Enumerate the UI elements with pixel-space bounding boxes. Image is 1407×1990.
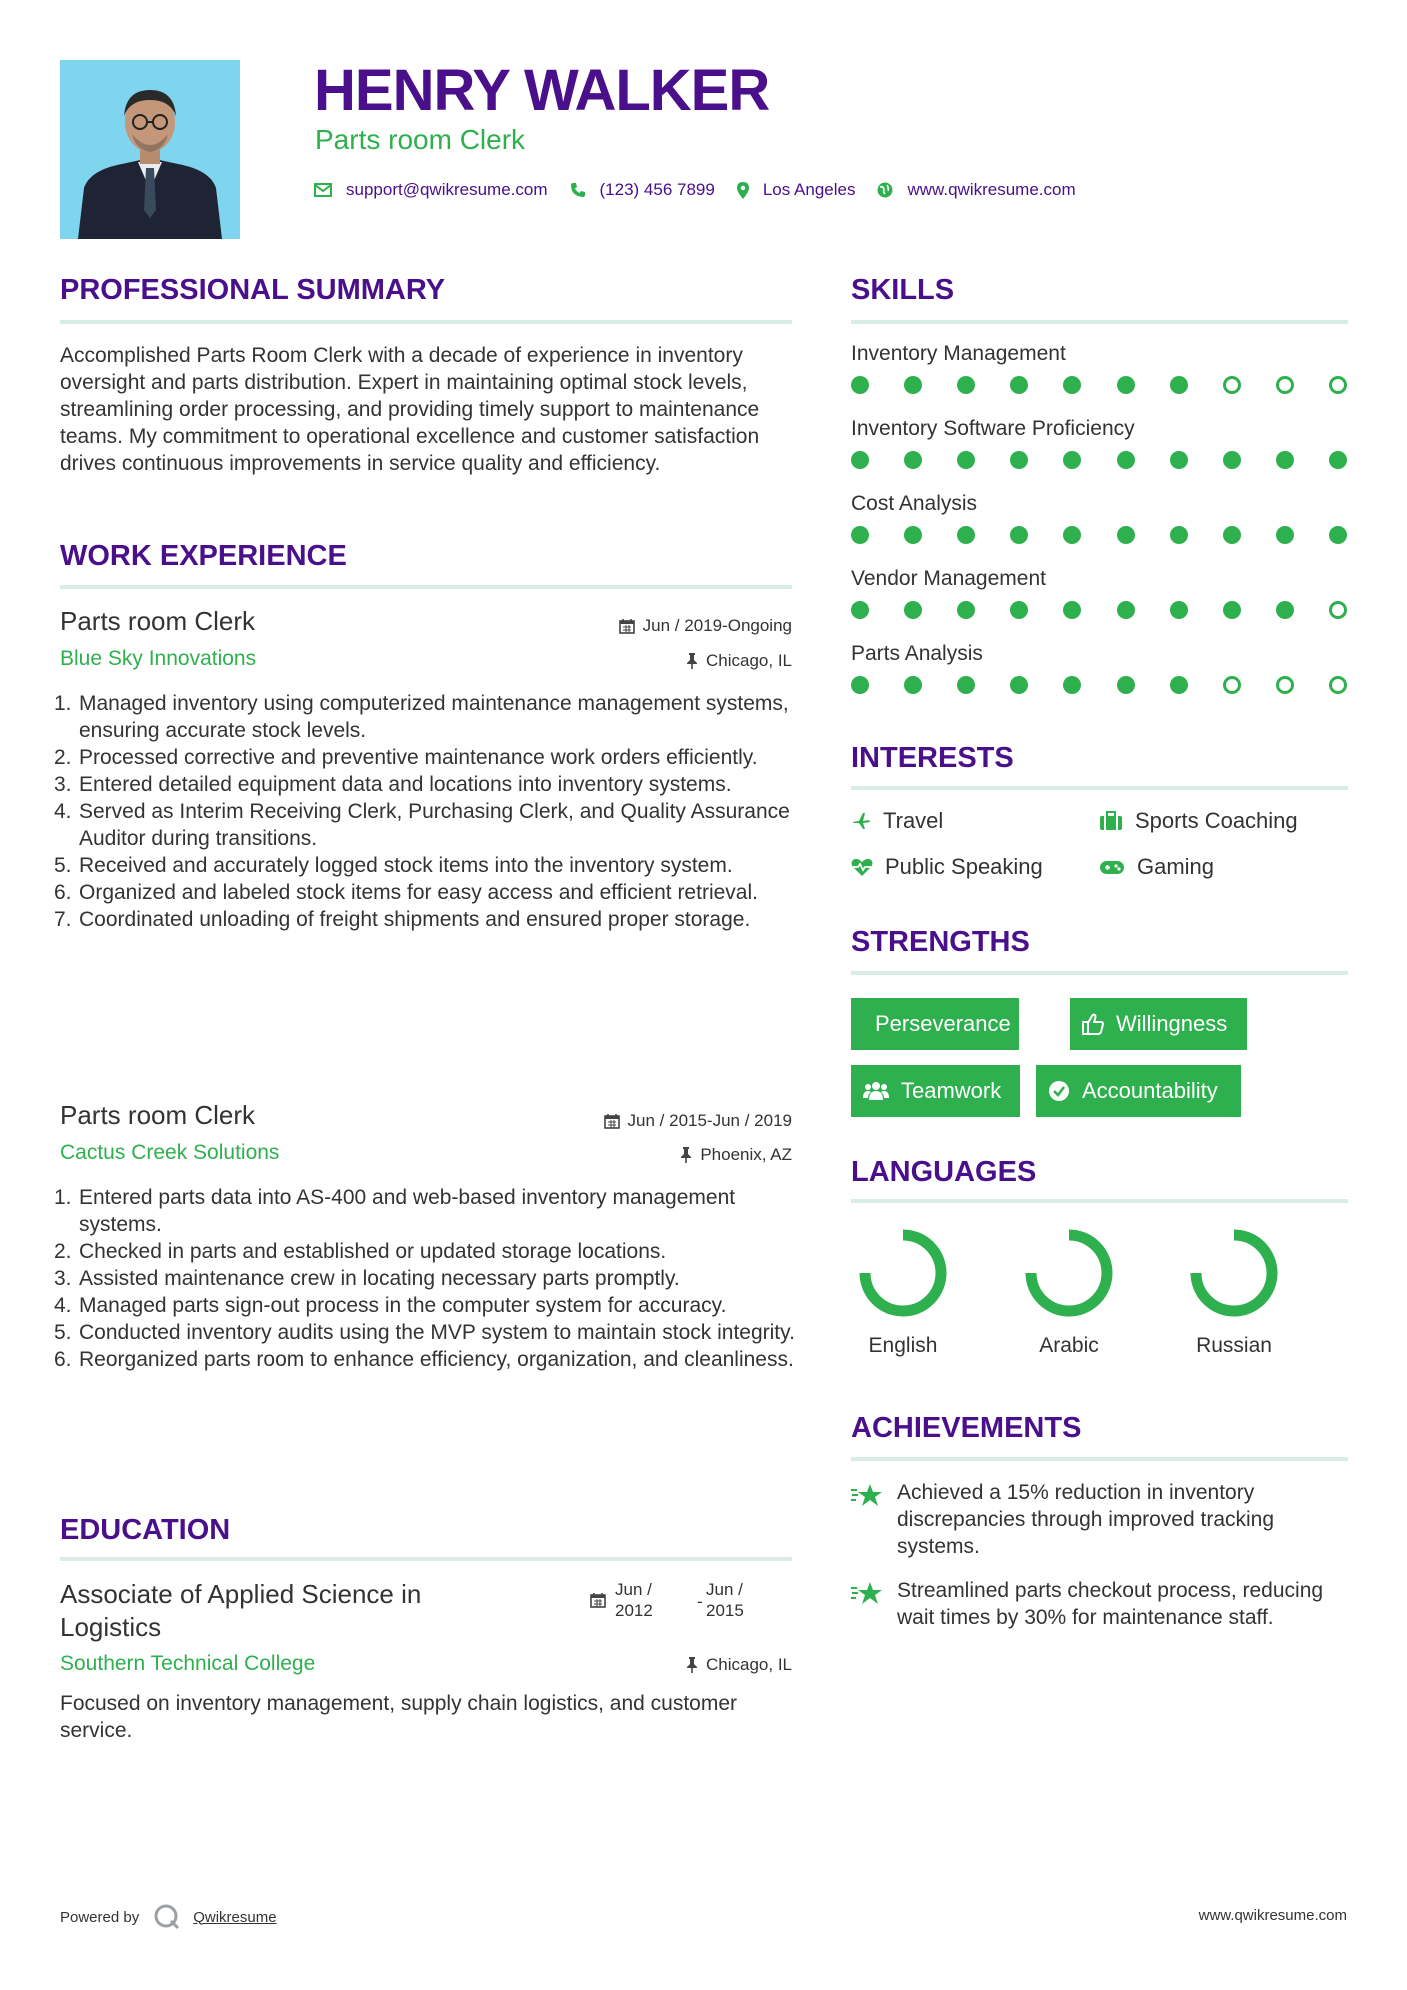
rating-dot-filled <box>1117 526 1135 544</box>
job-bullets <box>54 690 795 933</box>
candidate-title: Parts room Clerk <box>315 124 526 155</box>
list-item: 6. Organized and labeled stock items for easy access and efficient retrieval. <box>54 881 758 904</box>
list-item: 3. Entered detailed equipment data and locations into inventory systems. <box>54 773 732 796</box>
rating-dot-filled <box>904 526 922 544</box>
rating-dot-empty <box>1223 676 1241 694</box>
list-item: 3. Assisted maintenance crew in locating necessary parts promptly. <box>54 1267 680 1290</box>
rating-dot-filled <box>1117 601 1135 619</box>
skill-name: Inventory Management <box>851 342 1066 365</box>
calendar-icon <box>619 618 635 634</box>
degree-title <box>60 1578 421 1644</box>
strengths-heading: STRENGTHS <box>851 926 1030 958</box>
rating-dot-empty <box>1276 376 1294 394</box>
list-item: 1. Managed inventory using computerized maintenance management systems, ensuring accurate stock levels. <box>54 692 789 742</box>
achievements-divider <box>851 1457 1348 1461</box>
rating-dot-filled <box>851 376 869 394</box>
plane-icon <box>851 811 871 831</box>
language-progress-arc <box>865 1235 941 1311</box>
job-bullets <box>54 1184 795 1373</box>
rating-dot-filled <box>851 601 869 619</box>
education-location-text: Chicago, IL <box>706 1655 792 1674</box>
users-icon <box>863 1081 889 1101</box>
rating-dot-filled <box>904 676 922 694</box>
rating-dot-empty <box>1329 676 1347 694</box>
skill-rating <box>851 676 1347 694</box>
skill-row <box>851 642 1351 717</box>
language-name: Russian <box>1196 1334 1272 1357</box>
footer-url[interactable]: www.qwikresume.com <box>1198 1907 1347 1924</box>
job-title: Parts room Clerk <box>60 606 256 636</box>
rating-dot-filled <box>1063 601 1081 619</box>
degree-line: Associate of Applied Science in <box>60 1579 422 1609</box>
list-item: 4. Served as Interim Receiving Clerk, Purchasing Clerk, and Quality Assurance Auditor during transitions. <box>54 800 790 850</box>
list-item: 4. Managed parts sign-out process in the computer system for accuracy. <box>54 1294 727 1317</box>
job-date <box>619 616 792 636</box>
rating-dot-filled <box>1276 601 1294 619</box>
language-ring <box>1182 1225 1312 1325</box>
footer-powered-by <box>60 1903 277 1931</box>
job-date-text: Jun / 2015-Jun / 2019 <box>627 1111 792 1130</box>
language-item <box>1017 1225 1147 1358</box>
heartbeat-icon <box>851 857 873 877</box>
list-item: 2. Checked in parts and established or updated storage locations. <box>54 1240 667 1263</box>
interest-item: Gaming <box>1099 854 1214 880</box>
list-item: 6. Reorganized parts room to enhance efficiency, organization, and cleanliness. <box>54 1348 794 1371</box>
briefcase-icon <box>1099 811 1123 831</box>
skill-row <box>851 342 1351 417</box>
interest-item: Sports Coaching <box>1099 808 1298 834</box>
list-item: 5. Conducted inventory audits using the MVP system to maintain stock integrity. <box>54 1321 795 1344</box>
skill-rating <box>851 451 1347 469</box>
rating-dot-filled <box>1063 676 1081 694</box>
rating-dot-filled <box>1170 601 1188 619</box>
rating-dot-filled <box>957 601 975 619</box>
rating-dot-filled <box>1063 451 1081 469</box>
summary-divider <box>60 320 792 324</box>
skill-rating <box>851 526 1347 544</box>
rating-dot-filled <box>1010 676 1028 694</box>
rating-dot-filled <box>1117 451 1135 469</box>
rating-dot-filled <box>1063 526 1081 544</box>
education-description: Focused on inventory management, supply chain logistics, and customer service. <box>60 1692 738 1742</box>
experience-heading: WORK EXPERIENCE <box>60 540 347 572</box>
pushpin-icon <box>680 1147 692 1163</box>
education-end-date: Jun / 2015 <box>706 1580 744 1620</box>
list-item: 5. Received and accurately logged stock items into the inventory system. <box>54 854 733 877</box>
experience-divider <box>60 585 792 589</box>
candidate-name: HENRY WALKER <box>314 58 770 123</box>
list-item: 2. Processed corrective and preventive maintenance work orders efficiently. <box>54 746 758 769</box>
rating-dot-filled <box>1170 451 1188 469</box>
rating-dot-filled <box>957 451 975 469</box>
education-location <box>686 1655 792 1675</box>
skill-row <box>851 567 1351 642</box>
rating-dot-filled <box>1010 526 1028 544</box>
rating-dot-filled <box>1223 601 1241 619</box>
rating-dot-filled <box>1010 451 1028 469</box>
skill-row <box>851 492 1351 567</box>
job-date-text: Jun / 2019-Ongoing <box>642 616 792 635</box>
job-company: Cactus Creek Solutions <box>60 1141 280 1164</box>
skill-rating <box>851 601 1347 619</box>
rating-dot-filled <box>851 676 869 694</box>
envelope-icon <box>314 183 332 197</box>
star-badge-icon <box>851 1483 883 1509</box>
language-ring <box>851 1225 981 1325</box>
degree-line: Logistics <box>60 1612 162 1642</box>
education-divider <box>60 1557 792 1561</box>
job-title: Parts room Clerk <box>60 1100 256 1130</box>
job-location-text: Chicago, IL <box>706 651 792 670</box>
profile-photo <box>60 60 240 239</box>
job-date <box>604 1111 792 1131</box>
calendar-icon <box>604 1113 620 1129</box>
skills-list <box>851 342 1351 717</box>
strength-badge: Accountability <box>1036 1065 1241 1117</box>
rating-dot-filled <box>1117 676 1135 694</box>
achievement-item: Streamlined parts checkout process, reducing wait times by 30% for maintenance staff. <box>851 1577 1331 1631</box>
list-item: 1. Entered parts data into AS-400 and web-based inventory management systems. <box>54 1186 736 1236</box>
skills-heading: SKILLS <box>851 274 955 306</box>
skill-row <box>851 417 1351 492</box>
strength-badge: Teamwork <box>851 1065 1020 1117</box>
rating-dot-filled <box>957 526 975 544</box>
education-start-date: Jun / 2012 <box>615 1580 653 1620</box>
rating-dot-empty <box>1329 601 1347 619</box>
job-company: Blue Sky Innovations <box>60 647 257 670</box>
languages-heading: LANGUAGES <box>851 1156 1037 1188</box>
skill-name: Vendor Management <box>851 567 1046 590</box>
contact-phone[interactable]: (123) 456 7899 <box>599 180 715 199</box>
language-item <box>1182 1225 1312 1358</box>
skill-name: Inventory Software Proficiency <box>851 417 1135 440</box>
rating-dot-filled <box>1010 376 1028 394</box>
skill-rating <box>851 376 1347 394</box>
rating-dot-filled <box>904 376 922 394</box>
rating-dot-filled <box>1170 376 1188 394</box>
achievement-item: Achieved a 15% reduction in inventory discrepancies through improved tracking systems. <box>851 1479 1331 1560</box>
language-item <box>851 1225 981 1358</box>
rating-dot-filled <box>904 451 922 469</box>
rating-dot-filled <box>1170 676 1188 694</box>
achievements-heading: ACHIEVEMENTS <box>851 1412 1082 1444</box>
rating-dot-filled <box>851 526 869 544</box>
pushpin-icon <box>686 653 698 669</box>
education-heading: EDUCATION <box>60 1514 231 1546</box>
rating-dot-filled <box>1223 451 1241 469</box>
languages-list <box>851 1225 1348 1375</box>
rating-dot-filled <box>1276 526 1294 544</box>
rating-dot-filled <box>1276 451 1294 469</box>
thumbs-up-icon <box>1082 1013 1104 1035</box>
pushpin-icon <box>686 1657 698 1673</box>
interest-item: Public Speaking <box>851 854 1043 880</box>
powered-by-label: Powered by <box>60 1908 140 1926</box>
rating-dot-empty <box>1276 676 1294 694</box>
language-name: English <box>868 1334 938 1357</box>
strengths-divider <box>851 971 1348 975</box>
job-location-text: Phoenix, AZ <box>700 1145 792 1164</box>
qwikresume-logo-icon <box>153 1903 181 1931</box>
language-progress-arc <box>1031 1235 1107 1311</box>
rating-dot-filled <box>1063 376 1081 394</box>
calendar-icon <box>590 1592 606 1608</box>
job-location <box>686 651 792 671</box>
qwikresume-link[interactable]: Qwikresume <box>193 1908 277 1926</box>
language-name: Arabic <box>1039 1334 1099 1357</box>
skill-name: Cost Analysis <box>851 492 978 515</box>
contact-email[interactable]: support@qwikresume.com <box>346 180 548 199</box>
rating-dot-filled <box>1170 526 1188 544</box>
rating-dot-filled <box>1329 526 1347 544</box>
rating-dot-filled <box>904 601 922 619</box>
map-marker-icon <box>737 182 749 199</box>
languages-divider <box>851 1199 1348 1203</box>
contact-bar <box>314 180 1098 200</box>
date-separator: - <box>697 1592 703 1611</box>
rating-dot-empty <box>1223 376 1241 394</box>
summary-text: Accomplished Parts Room Clerk with a decade of experience in inventory oversight and parts distribution. Expert in maintaining optimal stock levels, streamlining order processing, and providing timely support to maintenance teams. My commitment to operational excellence and customer satisfaction drives continuous improvements in service quality and efficiency. <box>60 344 760 475</box>
strength-badge: Perseverance <box>851 998 1019 1050</box>
rating-dot-filled <box>1329 451 1347 469</box>
rating-dot-filled <box>1117 376 1135 394</box>
job-location <box>680 1145 792 1165</box>
language-progress-arc <box>1196 1235 1272 1311</box>
rating-dot-filled <box>1010 601 1028 619</box>
rating-dot-filled <box>957 376 975 394</box>
rating-dot-filled <box>851 451 869 469</box>
star-badge-icon <box>851 1581 883 1607</box>
contact-location: Los Angeles <box>762 180 856 199</box>
list-item: 7. Coordinated unloading of freight shipments and ensured proper storage. <box>54 908 751 931</box>
interests-divider <box>851 786 1348 790</box>
skill-name: Parts Analysis <box>851 642 983 665</box>
globe-icon <box>877 182 893 198</box>
rating-dot-empty <box>1329 376 1347 394</box>
school-name: Southern Technical College <box>60 1652 316 1675</box>
gamepad-icon <box>1099 858 1125 876</box>
skills-divider <box>851 320 1348 324</box>
rating-dot-filled <box>1223 526 1241 544</box>
strength-badge: Willingness <box>1070 998 1247 1050</box>
rating-dot-filled <box>957 676 975 694</box>
interests-heading: INTERESTS <box>851 742 1014 774</box>
interest-item: Travel <box>851 808 943 834</box>
summary-heading: PROFESSIONAL SUMMARY <box>60 274 446 306</box>
language-ring <box>1017 1225 1147 1325</box>
phone-icon <box>570 182 586 198</box>
check-circle-icon <box>1048 1080 1070 1102</box>
contact-website[interactable]: www.qwikresume.com <box>907 180 1076 199</box>
